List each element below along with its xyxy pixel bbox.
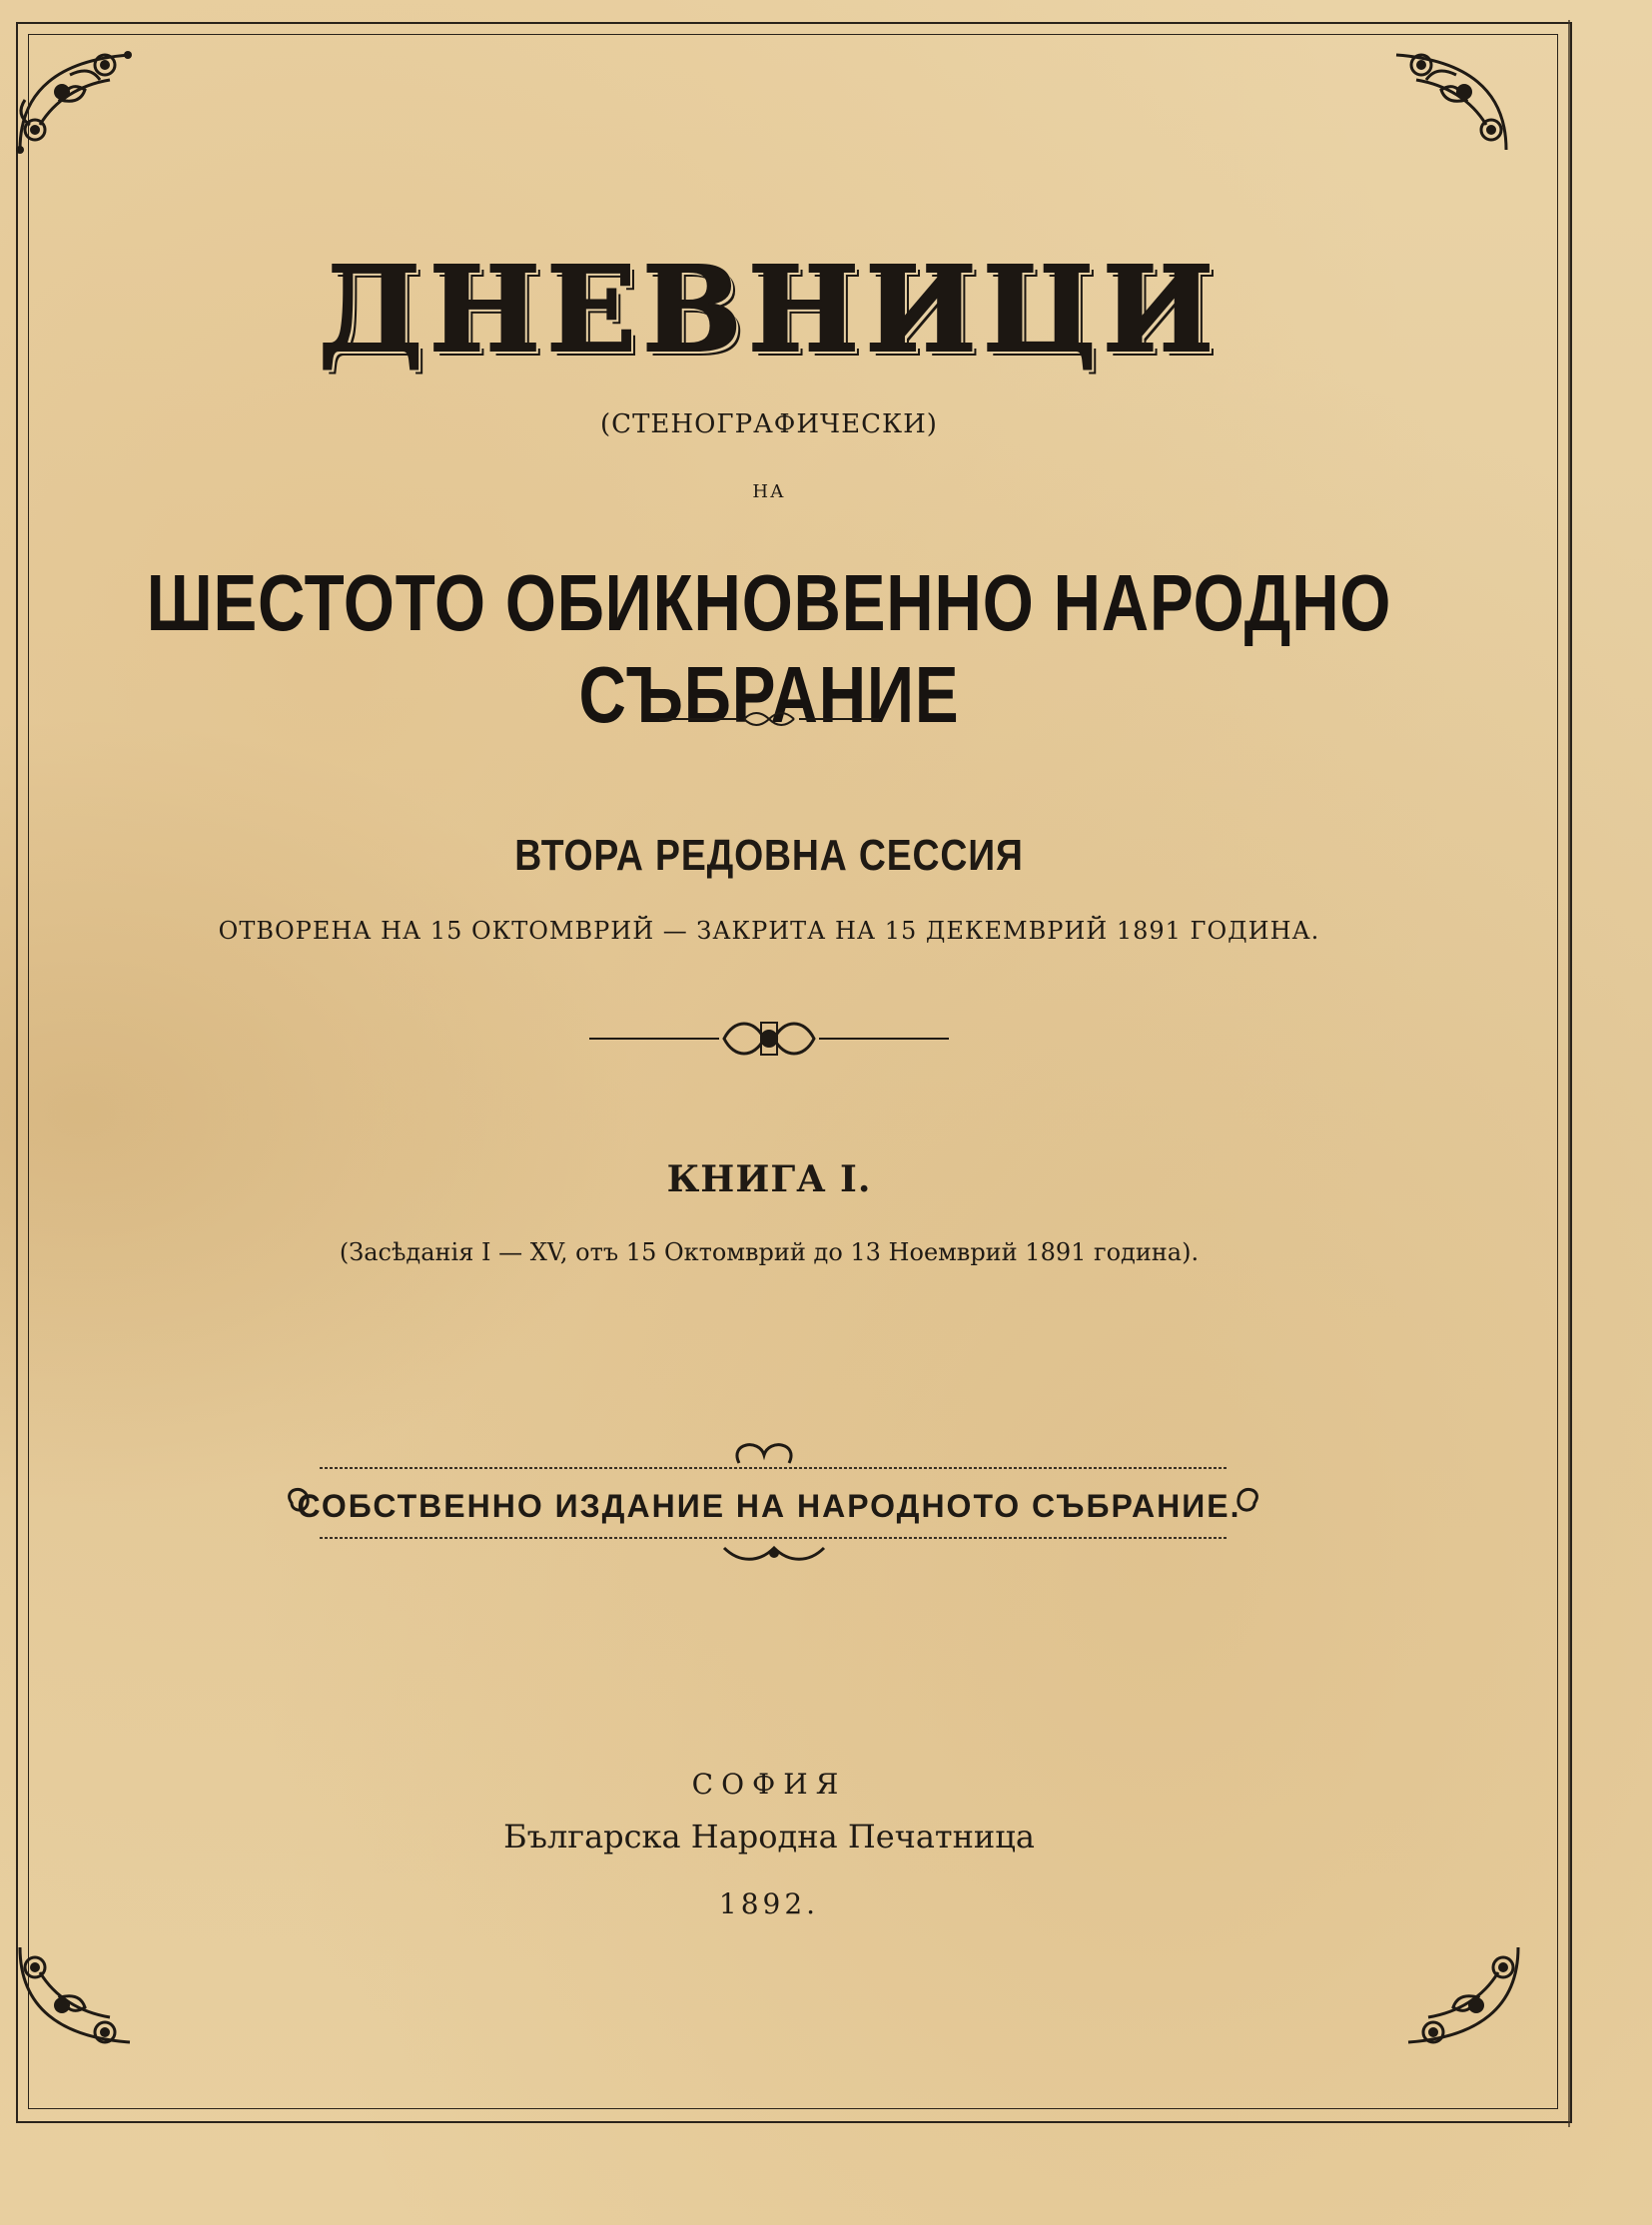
floral-ornament-icon xyxy=(0,1917,150,2067)
document-title: ДНЕВНИЦИ xyxy=(318,240,1221,378)
sittings-range: (Засѣданія I — XV, отъ 15 Октомврий до 13 Ноемврий 1891 година). xyxy=(339,1238,1200,1266)
publisher-statement: СОБСТВЕННО ИЗДАНИЕ НА НАРОДНОТО СЪБРАНИЕ. xyxy=(297,1488,1241,1524)
session-title: ВТОРА РЕДОВНА СЕССИЯ xyxy=(514,831,1024,880)
imprint-printer: Българска Народна Печатница xyxy=(503,1818,1035,1855)
subtitle: (СТЕНОГРАФИЧЕСКИ) xyxy=(600,409,938,439)
floral-ornament-icon xyxy=(1388,1917,1538,2067)
book-number: КНИГА I. xyxy=(666,1158,872,1200)
divider-ornament-icon xyxy=(589,1015,949,1063)
divider-ornament-icon xyxy=(659,707,879,731)
floral-ornament-icon xyxy=(0,30,150,180)
floral-ornament-icon xyxy=(1376,30,1526,180)
corner-ornament-bottom-right xyxy=(1388,1917,1538,2067)
assembly-name: ШЕСТОТО ОБИКНОВЕННО НАРОДНО СЪБРАНИЕ xyxy=(146,558,1392,739)
session-dates: ОТВОРЕНА НА 15 ОКТОМВРИЙ — ЗАКРИТА НА 15 ДЕКЕМВРИЙ 1891 ГОДИНА. xyxy=(218,917,1320,945)
page-edge-rule xyxy=(1568,20,1570,2127)
preposition: НА xyxy=(752,481,786,502)
corner-ornament-top-right xyxy=(1376,30,1526,180)
corner-ornament-bottom-left xyxy=(0,1917,150,2067)
corner-ornament-top-left xyxy=(0,30,150,180)
imprint-year: 1892. xyxy=(718,1887,820,1920)
imprint-city: СОФИЯ xyxy=(691,1768,847,1801)
